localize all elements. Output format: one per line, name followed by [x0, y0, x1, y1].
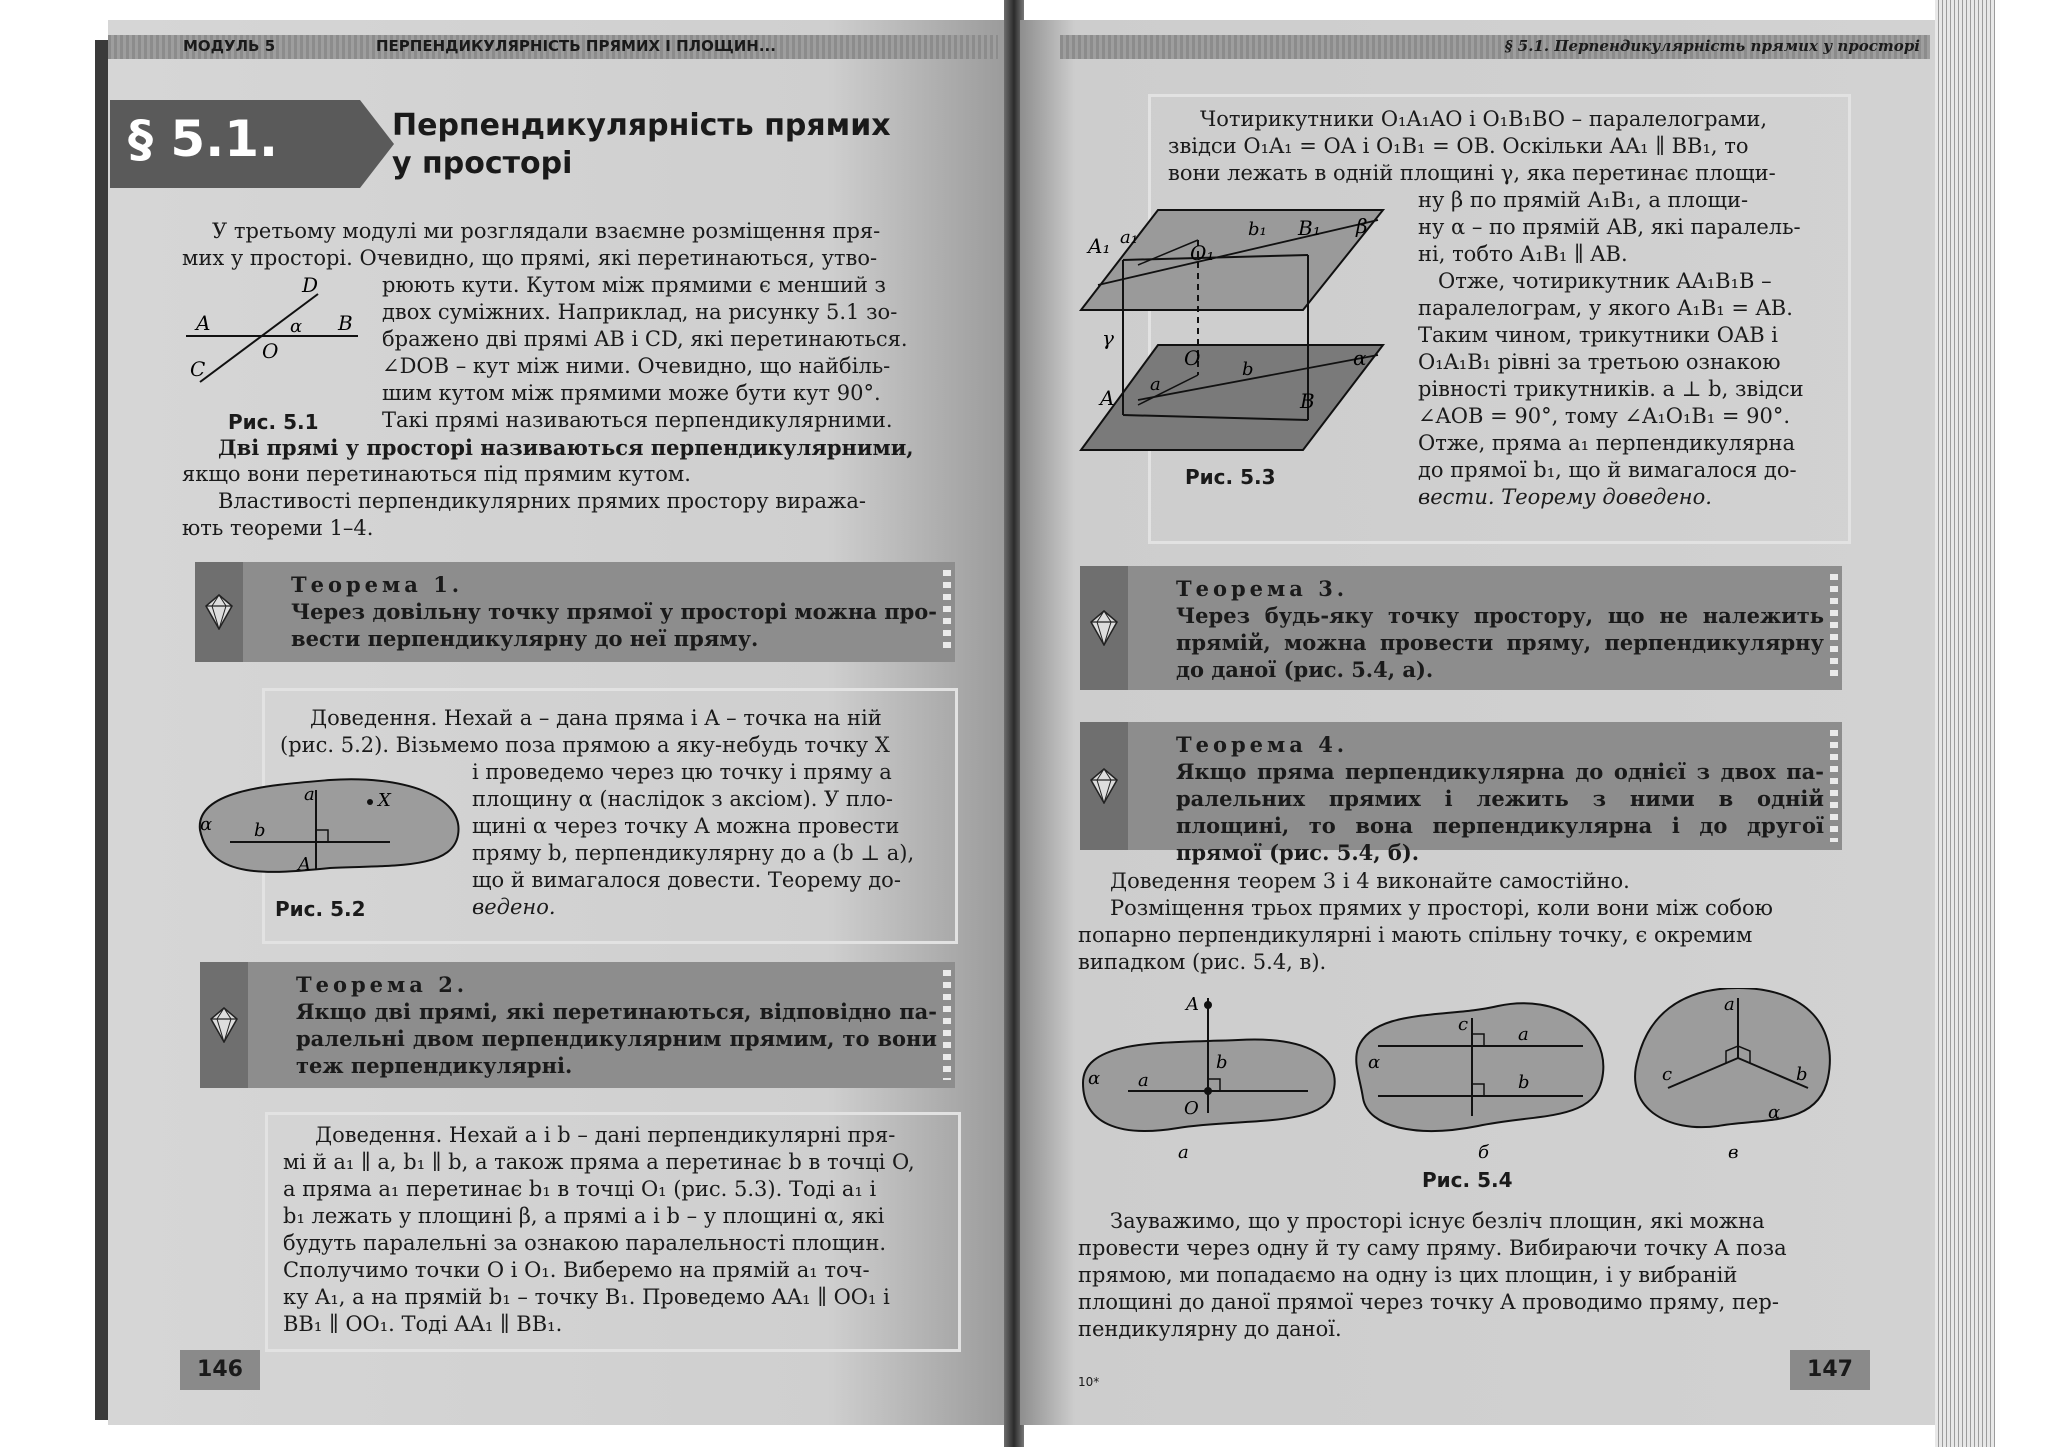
- fig4b-label-b: b: [1518, 1072, 1530, 1093]
- proof2-line-0: Доведення. Нехай a і b – дані перпендикулярні пря-: [315, 1123, 896, 1147]
- box-side-line-1: ну α – по прямій AB, які паралель-: [1418, 215, 1801, 239]
- after-line-3: випадком (рис. 5.4, в).: [1078, 950, 1327, 974]
- definition-line-3: ють теореми 1–4.: [182, 516, 374, 540]
- theorem-1-title: Теорема 1.: [291, 572, 464, 597]
- theorem-1-box: [195, 562, 955, 662]
- box-side-line-3: Отже, чотирикутник AA₁B₁B –: [1418, 269, 1772, 293]
- note-line-0: Зауважимо, що у просторі існує безліч площин, які можна: [1110, 1209, 1765, 1233]
- fig1-label-o: O: [262, 339, 279, 363]
- theorem-2-title: Теорема 2.: [296, 972, 469, 997]
- fig3-label-b1-point: B₁: [1298, 216, 1321, 240]
- box-side-line-6: O₁A₁B₁ рівні за третьою ознакою: [1418, 350, 1781, 374]
- fig1-label-alpha: α: [290, 316, 303, 337]
- box-line-1: звідси O₁A₁ = OA і O₁B₁ = OB. Оскільки AA₁ ∥ BB₁, то: [1168, 134, 1749, 158]
- fig2-label-b: b: [254, 820, 266, 841]
- intro-line-5: ∠DOB – кут між ними. Очевидно, що найбіль-: [382, 354, 891, 378]
- fig1-label-b: B: [338, 311, 353, 335]
- right-running-header: [1060, 35, 1930, 59]
- section-number: § 5.1.: [128, 110, 278, 168]
- definition-line-1: якщо вони перетинаються під прямим кутом.: [182, 462, 691, 486]
- proof1-line-2: і проведемо через цю точку і пряму a: [472, 760, 892, 784]
- box-side-line-5: Таким чином, трикутники OAB і: [1418, 323, 1779, 347]
- proof2-line-6: ку A₁, а на прямій b₁ – точку B₁. Проведемо AA₁ ∥ OO₁ і: [283, 1285, 890, 1309]
- proof2-line-1: мі й a₁ ∥ a, b₁ ∥ b, а також пряма a перетинає b в точці O,: [283, 1150, 915, 1174]
- theorem-3-text: Через будь-яку точку простору, що не належить прямій, можна провести пряму, перпендикулярну до даної (рис. 5.4, а).: [1176, 603, 1824, 682]
- fig3-label-alpha: α: [1353, 346, 1367, 370]
- theorem-4-text: Якщо пряма перпендикулярна до однієї з двох па- ралельних прямих і лежить з ними в одній площині, то вона перпендикулярна і до другої прямої (рис. 5.4, б).: [1176, 759, 1824, 865]
- fig2-label-A: A: [298, 854, 311, 875]
- fig2-label-x: X: [378, 790, 391, 811]
- fig2-label-a: a: [304, 784, 315, 805]
- fig2-label-alpha: α: [200, 814, 213, 835]
- fig4c-label-c: c: [1662, 1064, 1673, 1085]
- fig4a-label-a: a: [1138, 1070, 1149, 1091]
- fig3-label-o: O: [1184, 346, 1201, 370]
- theorem-2-box: [200, 962, 955, 1088]
- box-side-line-11: вести. Теорему доведено.: [1418, 485, 1712, 509]
- intro-line-6: шим кутом між прямими може бути кут 90°.: [382, 381, 881, 405]
- intro-line-3: двох суміжних. Наприклад, на рисунку 5.1 зо-: [382, 300, 898, 324]
- fig3-label-b1-line: b₁: [1248, 219, 1267, 240]
- box-side-line-7: рівності трикутників. a ⊥ b, звідси: [1418, 377, 1804, 401]
- box-line-2: вони лежать в одній площині γ, яка перетинає площи-: [1168, 161, 1776, 185]
- fig4-sublabel-b: б: [1478, 1142, 1489, 1163]
- theorem-3-title: Теорема 3.: [1176, 576, 1349, 601]
- fig4c-label-a: a: [1724, 994, 1735, 1015]
- proof2-line-4: будуть паралельні за ознакою паралельності площин.: [283, 1231, 887, 1255]
- proof1-line-1: (рис. 5.2). Візьмемо поза прямою a яку-небудь точку X: [280, 733, 890, 757]
- proof2-line-5: Сполучимо точки O і O₁. Виберемо на прямій a₁ точ-: [283, 1258, 870, 1282]
- fig4b-label-c: c: [1458, 1014, 1469, 1035]
- fig3-label-a1-point: A₁: [1088, 234, 1111, 258]
- figure-5-2: [190, 770, 470, 890]
- crystal-icon: [1090, 768, 1118, 804]
- right-header-title: § 5.1. Перпендикулярність прямих у просторі: [1504, 37, 1920, 55]
- fig4c-label-b: b: [1796, 1064, 1808, 1085]
- intro-line-0: У третьому модулі ми розглядали взаємне розміщення пря-: [212, 219, 881, 243]
- note-line-1: провести через одну й ту саму пряму. Вибираючи точку A поза: [1078, 1236, 1787, 1260]
- theorem-2-text: Якщо дві прямі, які перетинаються, відповідно па- ралельні двом перпендикулярним прямим, то вони теж перпендикулярні.: [296, 999, 937, 1078]
- proof1-line-5: пряму b, перпендикулярну до a (b ⊥ a),: [472, 841, 915, 865]
- box-side-line-8: ∠AOB = 90°, тому ∠A₁O₁B₁ = 90°.: [1418, 404, 1791, 428]
- theorem-4-title: Теорема 4.: [1176, 732, 1349, 757]
- definition-line-2: Властивості перпендикулярних прямих простору виража-: [218, 489, 866, 513]
- after-line-1: Розміщення трьох прямих у просторі, коли вони між собою: [1110, 896, 1773, 920]
- note-line-4: пендикулярну до даної.: [1078, 1317, 1342, 1341]
- theorem-4-box: [1080, 722, 1842, 865]
- fig4b-label-a: a: [1518, 1024, 1529, 1045]
- crystal-icon: [210, 1007, 238, 1043]
- proof2-line-2: а пряма a₁ перетинає b₁ в точці O₁ (рис. 5.3). Тоді a₁ і: [283, 1177, 877, 1201]
- fig3-label-gamma: γ: [1102, 326, 1114, 350]
- intro-line-2: рюють кути. Кутом між прямими є менший з: [382, 273, 886, 297]
- intro-line-4: бражено дві прямі AB і CD, які перетинаються.: [382, 327, 908, 351]
- figure-5-1: [178, 272, 378, 392]
- box-side-line-4: паралелограм, у якого A₁B₁ = AB.: [1418, 296, 1793, 320]
- intro-line-1: мих у просторі. Очевидно, що прямі, які перетинаються, утво-: [182, 246, 878, 270]
- proof1-line-3: площину α (наслідок з аксіом). У пло-: [472, 787, 893, 811]
- box-side-line-2: ні, тобто A₁B₁ ∥ AB.: [1418, 242, 1628, 266]
- fig3-label-a-line: a: [1150, 374, 1161, 395]
- figure-5-1-caption: Рис. 5.1: [228, 410, 319, 434]
- fig4a-label-alpha: α: [1088, 1068, 1101, 1089]
- footer-signature-mark: 10*: [1078, 1375, 1100, 1389]
- fig1-label-a: A: [196, 311, 211, 335]
- fig3-label-beta: β: [1356, 214, 1368, 238]
- fig1-label-c: C: [190, 357, 206, 381]
- header-module: МОДУЛЬ 5: [183, 37, 276, 55]
- fig3-label-b: b: [1242, 359, 1254, 380]
- theorem-3-box: [1080, 566, 1842, 690]
- section-title-line2: у просторі: [392, 146, 573, 181]
- intro-line-7: Такі прямі називаються перпендикулярними.: [382, 408, 893, 432]
- fig4a-label-b: b: [1216, 1052, 1228, 1073]
- fig1-label-d: D: [302, 273, 319, 297]
- left-page-number: 146: [180, 1350, 260, 1390]
- crystal-icon: [205, 594, 233, 630]
- proof1-line-6: що й вимагалося довести. Теорему до-: [472, 868, 901, 892]
- proof1-line-7: ведено.: [472, 895, 556, 919]
- theorem-1-text: Через довільну точку прямої у просторі можна про- вести перпендикулярну до неї пряму.: [291, 599, 937, 651]
- figure-5-3-caption: Рис. 5.3: [1185, 465, 1276, 489]
- fig3-label-o1: O₁: [1190, 241, 1215, 265]
- note-line-2: прямою, ми попадаємо на одну із цих площин, і у вибраній: [1078, 1263, 1738, 1287]
- left-running-header: [108, 35, 998, 59]
- proof2-line-7: BB₁ ∥ OO₁. Тоді AA₁ ∥ BB₁.: [283, 1312, 563, 1336]
- fig4-sublabel-c: в: [1728, 1142, 1739, 1163]
- box-line-0: Чотирикутники O₁A₁AO і O₁B₁BO – паралелограми,: [1200, 107, 1768, 131]
- figure-5-2-caption: Рис. 5.2: [275, 897, 366, 921]
- fig4-sublabel-a: а: [1178, 1142, 1189, 1163]
- crystal-icon: [1090, 610, 1118, 646]
- fig4c-label-alpha: α: [1768, 1102, 1781, 1123]
- box-side-line-0: ну β по прямій A₁B₁, а площи-: [1418, 188, 1749, 212]
- proof2-line-3: b₁ лежать у площині β, а прямі a і b – у площині α, які: [283, 1204, 885, 1228]
- definition-line-0: Дві прямі у просторі називаються перпендикулярними,: [218, 435, 914, 460]
- box-side-line-9: Отже, пряма a₁ перпендикулярна: [1418, 431, 1796, 455]
- left-page-edge: [95, 40, 109, 1420]
- figure-5-4-caption: Рис. 5.4: [1422, 1168, 1513, 1192]
- proof1-line-4: щині α через точку A можна провести: [472, 814, 900, 838]
- fig3-label-a1-line: a₁: [1120, 227, 1138, 248]
- figure-5-4: [1078, 988, 1868, 1168]
- after-line-0: Доведення теорем 3 і 4 виконайте самостійно.: [1110, 869, 1630, 893]
- fig4a-label-O: O: [1184, 1098, 1199, 1119]
- right-page-number: 147: [1790, 1350, 1870, 1390]
- fig3-label-b-point: B: [1300, 389, 1315, 413]
- section-title-line1: Перпендикулярність прямих: [392, 108, 891, 143]
- box-side-line-10: до прямої b₁, що й вимагалося до-: [1418, 458, 1797, 482]
- fig3-label-a-point: A: [1100, 386, 1115, 410]
- figure-5-3: [1078, 205, 1418, 455]
- right-page-edge: [1935, 0, 1995, 1447]
- fig4b-label-alpha: α: [1368, 1052, 1381, 1073]
- proof1-line-0: Доведення. Нехай a – дана пряма і A – точка на ній: [310, 706, 882, 730]
- fig4a-label-A: A: [1186, 994, 1199, 1015]
- after-line-2: попарно перпендикулярні і мають спільну точку, є окремим: [1078, 923, 1753, 947]
- header-title: ПЕРПЕНДИКУЛЯРНІСТЬ ПРЯМИХ І ПЛОЩИН...: [376, 37, 776, 55]
- note-line-3: площині до даної прямої через точку A проводимо пряму, пер-: [1078, 1290, 1779, 1314]
